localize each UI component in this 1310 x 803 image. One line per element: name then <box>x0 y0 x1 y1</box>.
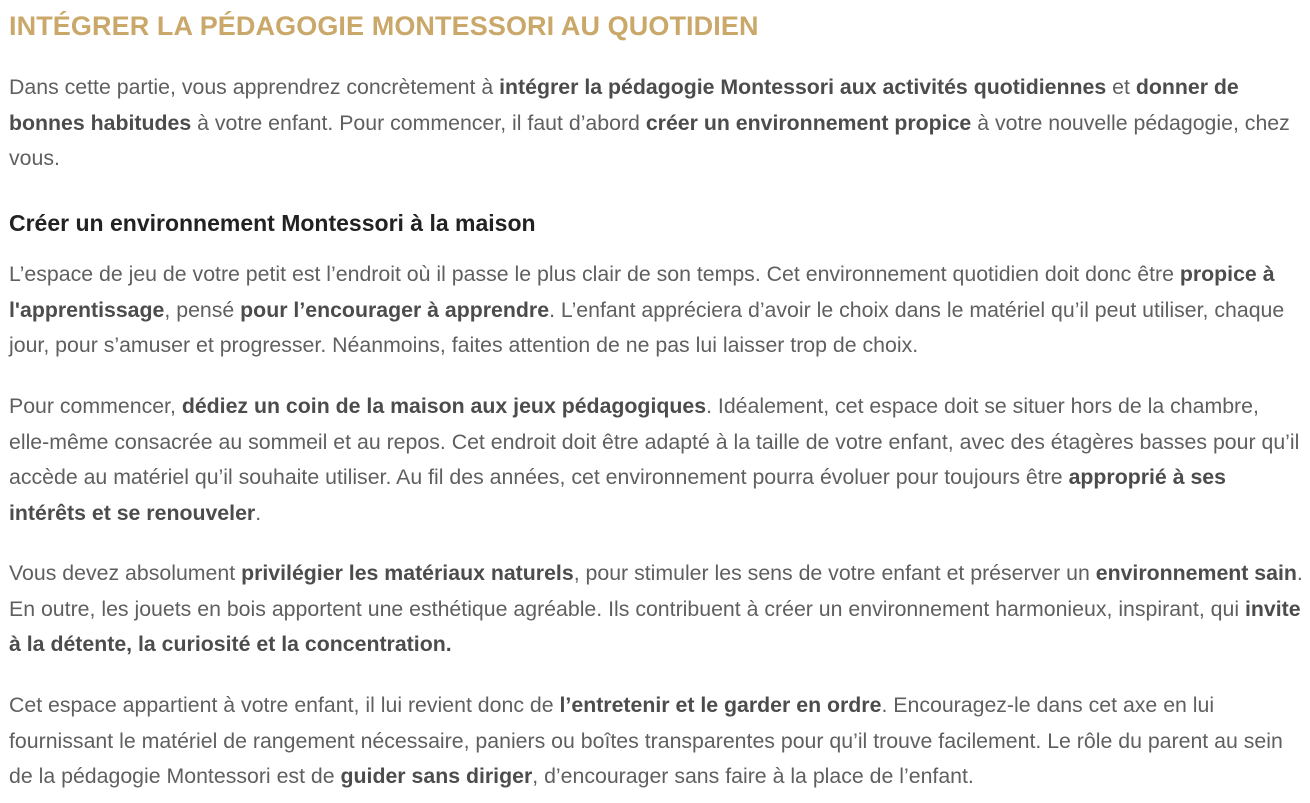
emphasis-text: guider sans diriger <box>340 764 533 788</box>
section-paragraph <box>9 688 1305 795</box>
emphasis-text: invite à la détente, la curiosité et la concentration. <box>9 596 1301 656</box>
emphasis-text: créer un environnement propice <box>645 110 972 135</box>
section-heading: Créer un environnement Montessori à la maison <box>9 210 536 236</box>
body-text: et <box>1106 75 1136 99</box>
body-text: , pour stimuler les sens de votre enfant et préserver un <box>573 561 1096 585</box>
section-paragraph <box>9 257 1305 364</box>
intro-paragraph <box>9 70 1305 177</box>
body-text: à votre nouvelle pédagogie, chez vous. <box>9 110 1290 170</box>
body-text: , pensé <box>164 297 241 322</box>
body-text: . <box>255 500 262 525</box>
body-text: Pour commencer, <box>9 394 182 418</box>
emphasis-text: intégrer la pédagogie Montessori aux activités quotidiennes <box>499 75 1107 99</box>
emphasis-text: propice à l'apprentissage <box>9 262 1275 322</box>
emphasis-text: pour l’encourager à apprendre <box>240 297 550 322</box>
body-text: Dans cette partie, vous apprendrez concrètement à <box>9 75 500 99</box>
emphasis-text: approprié à ses intérêts et se renouveler <box>9 465 1226 525</box>
emphasis-text: privilégier les matériaux naturels <box>241 561 574 585</box>
body-text: L’espace de jeu de votre petit est l’endroit où il passe le plus clair de son temps. Cet environnement quotidien doit donc être <box>9 262 1180 286</box>
body-text: à votre enfant. Pour commencer, il faut d’abord <box>191 110 646 135</box>
body-text: . En outre, les jouets en bois apportent une esthétique agréable. Ils contribuent à créer un environnement harmonieux, inspirant, qui <box>9 561 1303 621</box>
body-text: , d’encourager sans faire à la place de l’enfant. <box>532 764 974 788</box>
body-text: . L’enfant appréciera d’avoir le choix dans le matériel qu’il peut utiliser, chaque jour, pour s’amuser et progresser. Néanmoins, faites attention de ne pas lui laisser trop de choix. <box>9 297 1285 357</box>
emphasis-text: environnement sain <box>1095 561 1297 585</box>
emphasis-text: donner de bonnes habitudes <box>9 75 1239 135</box>
emphasis-text: l’entretenir et le garder en ordre <box>559 693 882 717</box>
section-paragraph <box>9 556 1305 663</box>
body-text: . Idéalement, cet espace doit se situer hors de la chambre, elle-même consacrée au sommeil et au repos. Cet endroit doit être adapté à la taille de votre enfant, avec des étagères basses pour qu’il accède au matériel qu’il souhaite utiliser. Au fil des années, cet environnement pourra évoluer pour toujours être <box>9 394 1300 489</box>
body-text: Vous devez absolument <box>9 561 242 585</box>
emphasis-text: dédiez un coin de la maison aux jeux pédagogiques <box>181 394 707 418</box>
section-paragraph <box>9 389 1305 531</box>
page-title: INTÉGRER LA PÉDAGOGIE MONTESSORI AU QUOTIDIEN <box>9 11 759 41</box>
body-text: Cet espace appartient à votre enfant, il lui revient donc de <box>9 693 560 717</box>
body-text: . Encouragez-le dans cet axe en lui fournissant le matériel de rangement nécessaire, paniers ou boîtes transparentes pour qu’il trouve facilement. Le rôle du parent au sein de la pédagogie Montessori est de <box>9 693 1283 788</box>
